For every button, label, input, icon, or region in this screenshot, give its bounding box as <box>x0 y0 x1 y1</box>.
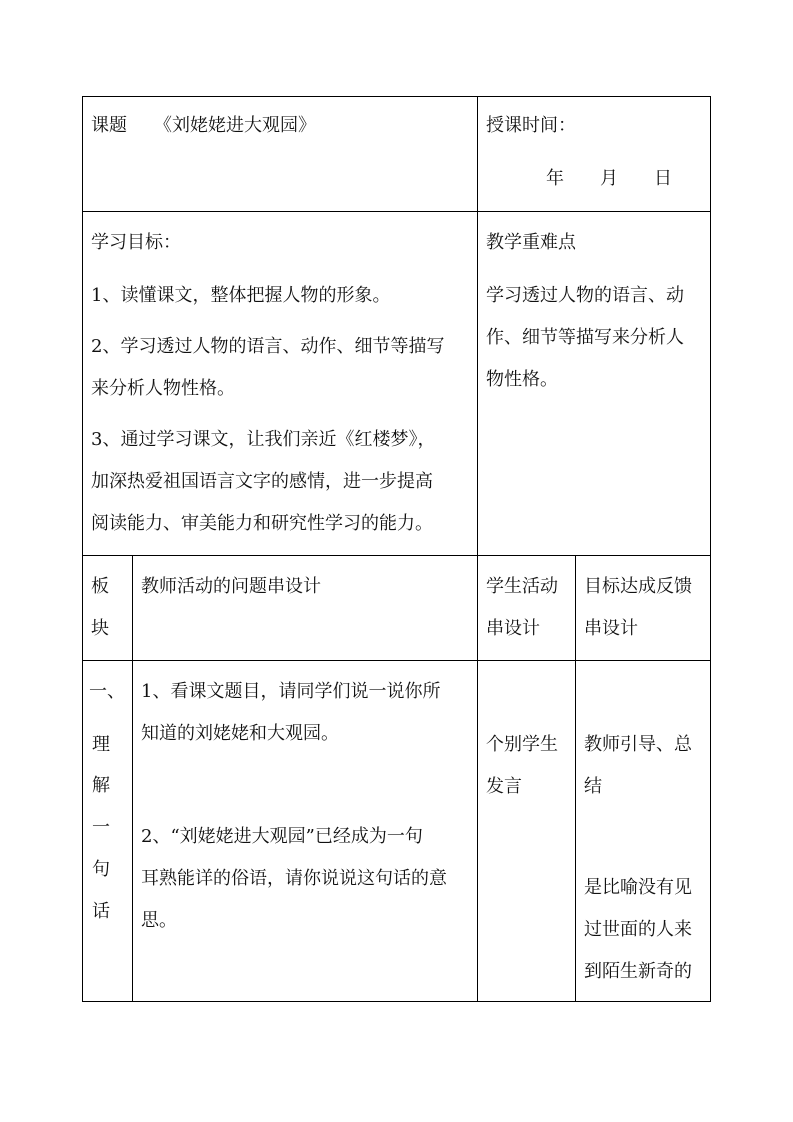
topic-title: 《刘姥姥进大观园》 <box>154 115 316 136</box>
key-point-line: 物性格。 <box>486 369 558 390</box>
time-label: 授课时间： <box>486 115 576 136</box>
feedback-line: 结 <box>584 776 602 797</box>
key-point-line: 学习透过人物的语言、动 <box>486 285 684 306</box>
objectives-cell <box>82 211 477 555</box>
feedback-line: 是比喻没有见 <box>584 877 692 898</box>
objective-line: 来分析人物性格。 <box>91 378 235 399</box>
objectives-heading: 学习目标： <box>91 232 181 253</box>
section1-block-char: 一 <box>92 817 110 838</box>
time-cell <box>477 96 710 211</box>
objective-line: 2、学习透过人物的语言、动作、细节等描写 <box>91 336 445 357</box>
section1-student-cell <box>477 660 575 1001</box>
teacher-question-line: 2、“刘姥姥进大观园”已经成为一句 <box>141 826 423 847</box>
feedback-line: 过世面的人来 <box>584 919 692 940</box>
teacher-question-line: 知道的刘姥姥和大观园。 <box>141 723 339 744</box>
section1-block-char: 一、 <box>89 681 125 702</box>
section1-block-char: 理 <box>92 734 110 755</box>
key-points-cell <box>477 211 710 555</box>
teacher-question-line: 耳熟能详的俗语，请你说说这句话的意 <box>141 868 447 889</box>
objective-line: 阅读能力、审美能力和研究性学习的能力。 <box>91 513 433 534</box>
topic-label: 课题 <box>91 115 127 136</box>
section1-block-cell <box>82 660 132 1001</box>
section1-feedback-cell <box>575 660 710 1001</box>
feedback-line: 到陌生新奇的 <box>584 961 692 982</box>
block-header-char: 板 <box>91 576 109 597</box>
teacher-header: 教师活动的问题串设计 <box>141 576 321 597</box>
student-header-line: 串设计 <box>486 618 540 639</box>
feedback-header-line: 串设计 <box>584 618 638 639</box>
feedback-line: 教师引导、总 <box>584 734 692 755</box>
section1-block-char: 解 <box>92 775 110 796</box>
section1-teacher-cell <box>132 660 477 1001</box>
student-header-cell <box>477 555 575 660</box>
table-border-right <box>710 96 711 1002</box>
block-header-cell <box>82 555 132 660</box>
feedback-header-cell <box>575 555 710 660</box>
teacher-question-line: 思。 <box>141 910 177 931</box>
date-line: 年 月 日 <box>546 168 672 189</box>
student-header-line: 学生活动 <box>486 576 558 597</box>
objective-line: 加深热爱祖国语言文字的感情，进一步提高 <box>91 471 433 492</box>
section1-block-char: 话 <box>92 901 110 922</box>
table-border-bottom <box>82 1001 711 1002</box>
objective-line: 3、通过学习课文，让我们亲近《红楼梦》， <box>91 429 436 450</box>
student-activity-line: 发言 <box>486 776 522 797</box>
section1-block-char: 句 <box>92 859 110 880</box>
feedback-header-line: 目标达成反馈 <box>584 576 692 597</box>
teacher-header-cell <box>132 555 477 660</box>
student-activity-line: 个别学生 <box>486 734 558 755</box>
objective-line: 1、读懂课文，整体把握人物的形象。 <box>91 285 391 306</box>
teacher-question-line: 1、看课文题目，请同学们说一说你所 <box>141 681 441 702</box>
block-header-char: 块 <box>91 618 109 639</box>
key-point-line: 作、细节等描写来分析人 <box>486 327 684 348</box>
topic-cell <box>82 96 477 211</box>
key-points-heading: 教学重难点 <box>486 232 576 253</box>
